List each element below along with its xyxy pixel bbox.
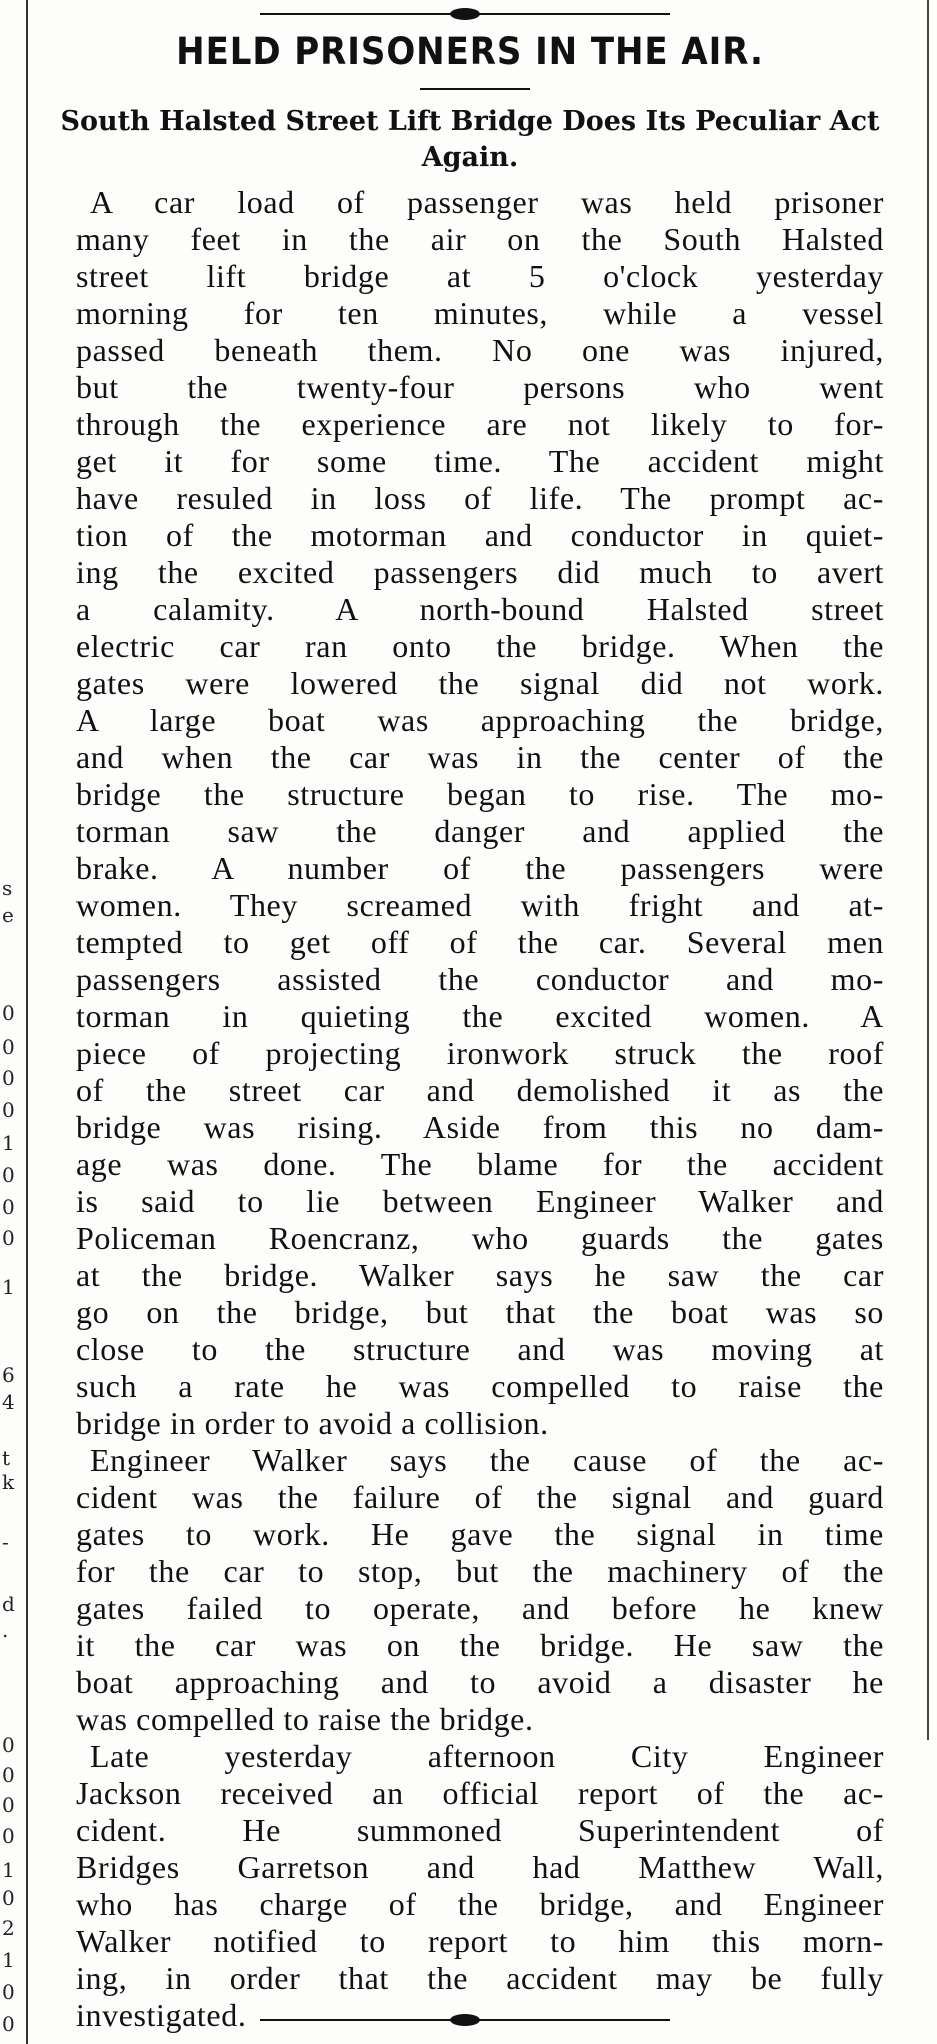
margin-fragment: s xyxy=(2,876,13,900)
article-line: A car load of passenger was held prisoner xyxy=(90,184,884,220)
margin-fragment: 1 xyxy=(2,1948,15,1972)
article-line: piece of projecting ironwork struck the roof xyxy=(76,1035,884,1071)
article-line: Late yesterday afternoon City Engineer xyxy=(90,1738,884,1774)
margin-fragment: 0 xyxy=(2,2012,15,2036)
article-line: women. They screamed with fright and at- xyxy=(76,887,884,923)
article-line: morning for ten minutes, while a vessel xyxy=(76,295,884,331)
article-line: it the car was on the bridge. He saw the xyxy=(76,1627,884,1663)
article-line: many feet in the air on the South Halsted xyxy=(76,221,884,257)
margin-fragment: 0 xyxy=(2,1163,15,1187)
article-line: cident was the failure of the signal and guard xyxy=(76,1479,884,1515)
margin-fragment: 0 xyxy=(2,1035,15,1059)
article-line: Policeman Roencranz, who guards the gates xyxy=(76,1220,884,1256)
article-line: torman saw the danger and applied the xyxy=(76,813,884,849)
margin-fragment: 0 xyxy=(2,1001,15,1025)
article-paragraph xyxy=(76,1442,884,1738)
column-rule-left xyxy=(26,0,28,2044)
margin-fragment: t xyxy=(2,1446,11,1470)
article-line: but the twenty-four persons who went xyxy=(76,369,884,405)
article-line: gates failed to operate, and before he knew xyxy=(76,1590,884,1626)
margin-fragment: 2 xyxy=(2,1916,15,1940)
article-line: ing the excited passengers did much to avert xyxy=(76,554,884,590)
margin-fragment: 4 xyxy=(2,1390,15,1414)
article-line: investigated. xyxy=(76,1997,247,2033)
margin-fragment: k xyxy=(2,1470,15,1494)
article-line: such a rate he was compelled to raise the xyxy=(76,1368,884,1404)
article-line: torman in quieting the excited women. A xyxy=(76,998,884,1034)
margin-fragment: 0 xyxy=(2,1824,15,1848)
article-line: through the experience are not likely to for- xyxy=(76,406,884,442)
article-line: tion of the motorman and conductor in quiet- xyxy=(76,517,884,553)
margin-fragment: 0 xyxy=(2,1226,15,1250)
margin-fragment: d xyxy=(2,1592,15,1616)
margin-fragment: 1 xyxy=(2,1131,15,1155)
margin-fragment: 0 xyxy=(2,1733,15,1757)
margin-fragment: - xyxy=(2,1530,9,1554)
article-line: electric car ran onto the bridge. When the xyxy=(76,628,884,664)
article-line: Jackson received an official report of the ac- xyxy=(76,1775,884,1811)
article-line: Walker notified to report to him this morn- xyxy=(76,1923,884,1959)
margin-fragment: 1 xyxy=(2,1858,15,1882)
article-line: passed beneath them. No one was injured, xyxy=(76,332,884,368)
margin-fragment: . xyxy=(2,1618,9,1642)
article-line: passengers assisted the conductor and mo- xyxy=(76,961,884,997)
margin-fragment: 0 xyxy=(2,1195,15,1219)
adjacent-column-fragments xyxy=(0,0,24,2044)
article-line: a calamity. A north-bound Halsted street xyxy=(76,591,884,627)
top-ornament-rule xyxy=(260,6,670,22)
article-line: have resuled in loss of life. The prompt ac- xyxy=(76,480,884,516)
margin-fragment: 0 xyxy=(2,1066,15,1090)
article-line: is said to lie between Engineer Walker and xyxy=(76,1183,884,1219)
article-line: was compelled to raise the bridge. xyxy=(76,1701,534,1737)
article-line: at the bridge. Walker says he saw the car xyxy=(76,1257,884,1293)
article-paragraph xyxy=(76,1738,884,2034)
margin-fragment: 0 xyxy=(2,1886,15,1910)
margin-fragment: 1 xyxy=(2,1275,15,1299)
article-line: street lift bridge at 5 o'clock yesterday xyxy=(76,258,884,294)
bottom-ornament-rule xyxy=(260,2012,670,2028)
article-line: who has charge of the bridge, and Engineer xyxy=(76,1886,884,1922)
article-line: go on the bridge, but that the boat was so xyxy=(76,1294,884,1330)
article-subheadline: South Halsted Street Lift Bridge Does Its Peculiar Act Again. xyxy=(60,106,880,173)
article-line: cident. He summoned Superintendent of xyxy=(76,1812,884,1848)
article-line: bridge the structure began to rise. The mo- xyxy=(76,776,884,812)
article-line: close to the structure and was moving at xyxy=(76,1331,884,1367)
article-body xyxy=(76,184,884,2034)
article-headline: HELD PRISONERS IN THE AIR. xyxy=(176,30,764,73)
article-line: boat approaching and to avoid a disaster he xyxy=(76,1664,884,1700)
article-line: bridge in order to avoid a collision. xyxy=(76,1405,549,1441)
article-line: bridge was rising. Aside from this no dam- xyxy=(76,1109,884,1145)
article-line: Engineer Walker says the cause of the ac- xyxy=(90,1442,884,1478)
article-line: and when the car was in the center of the xyxy=(76,739,884,775)
headline-divider xyxy=(420,88,530,90)
margin-fragment: 0 xyxy=(2,1980,15,2004)
margin-fragment: 6 xyxy=(2,1363,15,1387)
article-line: for the car to stop, but the machinery of the xyxy=(76,1553,884,1589)
article-line: tempted to get off of the car. Several men xyxy=(76,924,884,960)
article-line: ing, in order that the accident may be fully xyxy=(76,1960,884,1996)
article-line: A large boat was approaching the bridge, xyxy=(76,702,884,738)
article-line: brake. A number of the passengers were xyxy=(76,850,884,886)
column-rule-right xyxy=(927,0,929,1740)
article-paragraph xyxy=(76,184,884,1442)
article-line: gates were lowered the signal did not work. xyxy=(76,665,884,701)
article-line: gates to work. He gave the signal in time xyxy=(76,1516,884,1552)
article-line: of the street car and demolished it as the xyxy=(76,1072,884,1108)
margin-fragment: 0 xyxy=(2,1793,15,1817)
margin-fragment: e xyxy=(2,903,14,927)
margin-fragment: 0 xyxy=(2,1098,15,1122)
margin-fragment: 0 xyxy=(2,1763,15,1787)
article-line: Bridges Garretson and had Matthew Wall, xyxy=(76,1849,884,1885)
article-line: age was done. The blame for the accident xyxy=(76,1146,884,1182)
article-line: get it for some time. The accident might xyxy=(76,443,884,479)
